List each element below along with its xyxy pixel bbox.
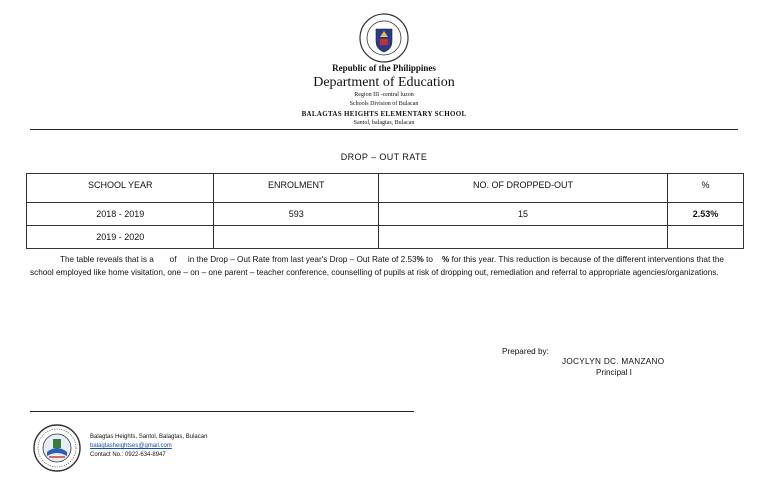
paragraph-text: of — [167, 255, 179, 264]
table-cell — [668, 226, 744, 249]
column-header: NO. OF DROPPED-OUT — [379, 174, 668, 203]
paragraph-text: The table reveals that is a — [60, 255, 157, 264]
deped-seal-logo — [359, 13, 409, 63]
header-region: Region III -central luzon — [354, 92, 414, 98]
document-title: DROP – OUT RATE — [340, 152, 428, 162]
table-cell: 593 — [214, 203, 379, 226]
header-address: Santol, balagtas, Bulacan — [353, 120, 415, 126]
footer-address: Balagtas Heights, Santol, Balagtas, Bulacan — [90, 434, 208, 440]
header-school-name: BALAGTAS HEIGHTS ELEMENTARY SCHOOL — [301, 110, 467, 118]
column-header: % — [668, 174, 744, 203]
header-republic: Republic of the Philippines — [332, 63, 436, 73]
table-row — [27, 226, 744, 249]
table-cell: 2018 - 2019 — [27, 203, 214, 226]
table-cell: 2.53% — [668, 203, 744, 226]
table-row — [27, 203, 744, 226]
column-header: SCHOOL YEAR — [27, 174, 214, 203]
footer-divider — [30, 411, 414, 412]
table-cell: 2019 - 2020 — [27, 226, 214, 249]
prepared-by-label: Prepared by: — [502, 347, 549, 356]
analysis-paragraph — [30, 253, 740, 279]
table-cell — [214, 226, 379, 249]
header-department: Department of Education — [313, 75, 455, 90]
paragraph-text: for this year. This reduction is because of the different interventions that the school employed like home visitation, one – on – one parent – teacher conference, counselling of pupils at risk of dropping out, remediation and referral to appropriate agencies/organizations. — [30, 255, 724, 277]
paragraph-percent: % — [416, 255, 424, 264]
school-logo — [33, 424, 81, 472]
paragraph-text: to — [423, 255, 436, 264]
footer-email-link[interactable]: balagtasheightses@gmail.com — [90, 443, 172, 449]
svg-text:· · · · · ·: · · · · · · — [377, 18, 391, 23]
table-header-row — [27, 174, 744, 203]
header-division: Schools Division of Bulacan — [349, 101, 419, 107]
paragraph-text: in the Drop – Out Rate from last year's Drop – Out Rate of 2.53 — [185, 255, 417, 264]
dropout-table — [26, 173, 744, 249]
paragraph-percent: % — [442, 255, 450, 264]
header-divider — [30, 129, 738, 130]
table-cell: 15 — [379, 203, 668, 226]
signatory-position: Principal I — [596, 368, 632, 377]
signatory-name: JOCYLYN DC. MANZANO — [562, 357, 665, 366]
table-cell — [379, 226, 668, 249]
footer-contact: Contact No.: 0922-634-8947 — [90, 452, 166, 458]
column-header: ENROLMENT — [214, 174, 379, 203]
